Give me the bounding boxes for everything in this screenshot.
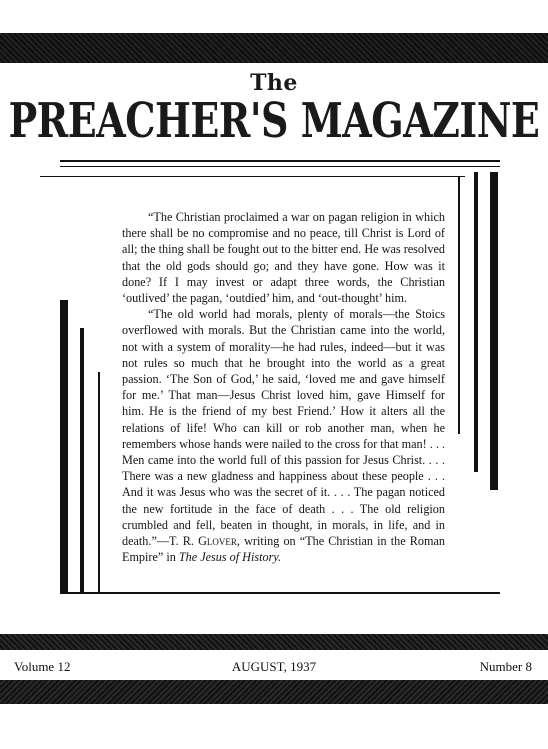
volume-label: Volume 12 (14, 659, 71, 674)
right-vertical-bar-2 (474, 172, 478, 472)
article-paragraph-2-text: “The old world had morals, plenty of morals—the Stoics overflowed with morals. But the Christian came into the world, not with a system of morality—he had rules, indeed—but it was not rules so much that he brought into the world as a great passion. ‘The Son of God,’ he said, ‘loved me and gave himself for me.’ That man—Jesus Christ loved him, gave Himself for him. He is the friend of my best Friend.’ How it alters all the relations of life! Who can kill or rob another man, when he remembers whose hands were nailed to the cross for that man! . . . Men came into the world full of this passion for Jesus Christ. . . . There was a new gladness and happiness about these people . . . And it was Jesus who was the secret of it. . . . The pagan noticed the new fortitude in the face of death . . . The old religion crumbled and fell, beaten in thought, in morals, in life, and in death.”—T. R. (122, 307, 445, 549)
masthead-rule-thin (60, 166, 500, 167)
left-vertical-bar-3 (98, 372, 100, 592)
quote-author: Glover, (198, 534, 240, 549)
book-title: The Jesus of History. (178, 550, 282, 565)
right-vertical-bar-3 (490, 172, 498, 490)
right-vertical-bar-1 (458, 176, 460, 434)
bottom-decorative-band (0, 634, 548, 650)
left-vertical-bar-2 (80, 328, 84, 592)
article-paragraph-1: “The Christian proclaimed a war on pagan religion in which there shall be no compromise and no peace, till Christ is Lord of all; the thing shall be fought out to the bitter end. He was resolved that the old gods should go; and they have gone. How was it done? If I may invest or adapt three words, the Christian ‘outlived’ the pagan, ‘outdied’ him, and ‘out-thought’ him. (122, 210, 445, 306)
frame-top-rule (40, 176, 465, 177)
masthead-title: PREACHER'S MAGAZINE (8, 92, 540, 149)
masthead-the: The (250, 70, 298, 96)
top-decorative-band (0, 33, 548, 63)
issue-number: Number 8 (479, 659, 532, 674)
footer-decorative-band (0, 680, 548, 704)
article-paragraph-2-tail: writing on “The Christian in the Roman Empire” in (122, 534, 445, 565)
frame-bottom-rule (60, 592, 500, 594)
left-vertical-bar-1 (60, 300, 68, 592)
article-paragraph-2 (122, 306, 445, 565)
issue-date: AUGUST, 1937 (231, 659, 317, 674)
masthead-rule-thick (60, 160, 500, 162)
article-body (122, 209, 445, 565)
